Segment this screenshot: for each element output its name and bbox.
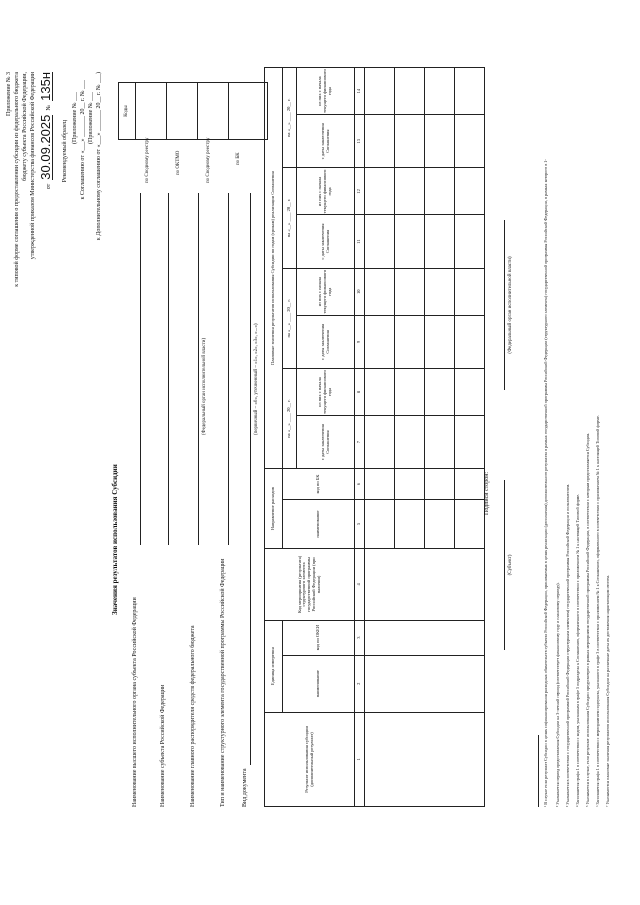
col-num-10: 10 <box>355 268 365 315</box>
th-from-date-4: с даты заключения Соглашения <box>297 115 355 168</box>
codes-box <box>118 82 268 140</box>
footnote-6: ⁶ Заполняется графа 1 в соответствии с мероприятием подпункта, указанного в графе 3 в соответствии с приложением № 1 к Соглашению, оформленного в соответствии с приложением № 1 к настоящей Типовой форме. <box>595 415 600 807</box>
footnote-3: ³ Указывается в соответствии с государственной программой Российской Федерации структурным элементом) государственной программы Российской Федерации и пользователем. <box>565 483 570 807</box>
th-year-3: на «__» ____ 20__ г. <box>283 168 297 268</box>
th-unit-code: код по ОКЕИ <box>283 620 355 655</box>
th-direction-group: Направление расходов <box>265 469 283 549</box>
col-num-9: 9 <box>355 315 365 368</box>
signature-caption-left: (Субъект) <box>508 554 513 576</box>
footnote-1: ¹ В случае если результат Субсидии в целях софинансирования расходных обязательств субъекта Российской Федерации, принимаемых в целях реализации (дополнения) дополнительного результата в рамках государственной программы Российской Федерации (структурного элемента) государственной программы Российской Федерации, в рамках которого в 1- <box>543 159 548 807</box>
code-label-2: по ОКТМО <box>176 150 181 175</box>
code-label-1: по Сводному реестру <box>145 137 150 183</box>
table-row <box>365 68 395 807</box>
code-cell-4 <box>228 83 259 139</box>
code-cell-2 <box>166 83 197 139</box>
field-chief-manager: Наименование главного распорядителя средств федерального бюджета <box>190 625 196 807</box>
code-cell-1 <box>135 83 166 139</box>
col-num-13: 13 <box>355 115 365 168</box>
th-year-1: на «__» ____ 20__ г. <box>283 368 297 468</box>
col-num-14: 14 <box>355 68 365 115</box>
recommended-label: Рекомендуемый образец <box>62 120 68 183</box>
col-num-5: 5 <box>355 499 365 548</box>
order-date-number <box>39 72 53 189</box>
th-year-4: на «__» ____ 20__ г. <box>283 68 297 168</box>
order-date: 30.09.2025 <box>38 114 53 180</box>
th-plan-group: Плановые значения результатов использования Субсидии по годам (срокам) реализации Соглашения <box>265 68 283 469</box>
th-year-2: на «__» ____ 20__ г. <box>283 268 297 368</box>
appendix-line: (Приложение № ___ <box>72 92 78 144</box>
appendix-label: Приложение № 3 <box>6 72 12 116</box>
th-result: Результат использования субсидии (дополнительный результат) <box>265 712 355 806</box>
col-num-12: 12 <box>355 168 365 215</box>
code-cell-3 <box>197 83 228 139</box>
th-from-date-3: с даты заключения Соглашения <box>297 215 355 268</box>
col-num-8: 8 <box>355 368 365 415</box>
th-from-year-4: из них с начала текущего финансового года <box>297 68 355 115</box>
field-line-4 <box>228 193 229 545</box>
column-number-row <box>355 68 365 807</box>
results-table <box>264 67 485 807</box>
header-line-3: утвержденной приказом Министерства финансов Российской Федерации <box>30 72 36 260</box>
th-from-year-2: из них с начала текущего финансового года <box>297 268 355 315</box>
col-num-11: 11 <box>355 215 365 268</box>
agreement-line: к Соглашению от «___» _______ 20__ г. № ___ <box>80 80 86 200</box>
field-line-3 <box>198 193 199 545</box>
signature-line-right <box>504 220 505 390</box>
field-line-2 <box>168 193 169 545</box>
th-from-year-1: из них с начала текущего финансового года <box>297 368 355 415</box>
caption-exec-organ: (Федеральный орган исполнительной власти) <box>202 337 207 435</box>
signature-caption-right: (Федеральный орган исполнительной власти) <box>508 256 513 354</box>
appendix-line-2: (Приложение № ___ <box>88 92 94 144</box>
field-doc-kind: Вид документа <box>242 768 248 807</box>
col-num-7: 7 <box>355 416 365 469</box>
number-prefix: № <box>46 104 52 111</box>
supplementary-line: к Дополнительному соглашению от «___» _______ 20__ г. № ___) <box>96 72 102 241</box>
col-num-3: 3 <box>355 620 365 655</box>
field-line-5 <box>250 193 251 765</box>
footnote-2: ³ Указывается период предоставления Субсидии на 3-летний период (соответствует финансовому году и плановому периоду). <box>555 582 560 807</box>
col-num-2: 2 <box>355 655 365 712</box>
field-structural-element: Тип и наименование структурного элемента государственной программы Российской Федерации <box>220 558 226 807</box>
field-subject: Наименование субъекта Российской Федерации <box>160 684 166 807</box>
code-label-4: по БК <box>236 152 241 165</box>
footnote-divider <box>538 735 539 807</box>
field-exec-organ: Наименование высшего исполнительного органа субъекта Российской Федерации <box>132 597 138 807</box>
date-prefix: от <box>46 183 52 190</box>
th-from-year-3: из них с начала текущего финансового года <box>297 168 355 215</box>
footnote-4: ⁴ Заполняется графа 1 в соответствии с кодом, указанным в графе 5 подраздела к Соглашению, оформленного в соответствии с приложением № 1 к настоящей Типовой форме. <box>575 493 580 807</box>
order-number: 135н <box>38 72 53 101</box>
header-line-2: бюджету субъекта Российской Федерации, <box>22 72 28 181</box>
code-label-3: по Сводному реестру <box>206 137 211 183</box>
header-line-1: к типовой форме соглашения о предоставлении субсидии из федерального бюджета <box>14 72 20 287</box>
th-from-date-2: с даты заключения Соглашения <box>297 315 355 368</box>
footnote-7: ⁷ Указываются плановые значения результатов использования Субсидии на различные даты их достижения нарастающим итогом. <box>605 575 610 807</box>
th-direction-code: код по БК <box>283 469 355 500</box>
page-title: Значения результатов использования Субсидии <box>111 464 119 615</box>
col-num-4: 4 <box>355 549 365 621</box>
th-unit-name: наименование <box>283 655 355 712</box>
codes-header: Коды <box>124 105 129 117</box>
th-from-date-1: с даты заключения Соглашения <box>297 416 355 469</box>
th-unit-group: Единица измерения <box>265 620 283 712</box>
th-direction-name: наименование <box>283 499 355 548</box>
col-num-1: 1 <box>355 712 365 806</box>
footnote-5: ⁵ Указывается в случае, если результат использования Субсидии предусмотрен в рамках мероприятия государственной программы Российской Федерации, в соответствии с которым предоставляется Субсидия. <box>585 432 590 807</box>
th-project-code: Код мероприятия (результата) структурного элемента государственной программы Российской Федерации (при наличии) <box>265 549 355 621</box>
caption-doc-kind: (первичный – «0», уточненный – «1», «2», «3», «...») <box>254 323 259 435</box>
signature-line-left <box>504 480 505 650</box>
field-line-1 <box>140 193 141 545</box>
col-num-6: 6 <box>355 469 365 500</box>
signatures-heading: Подписи сторон: <box>484 471 490 515</box>
